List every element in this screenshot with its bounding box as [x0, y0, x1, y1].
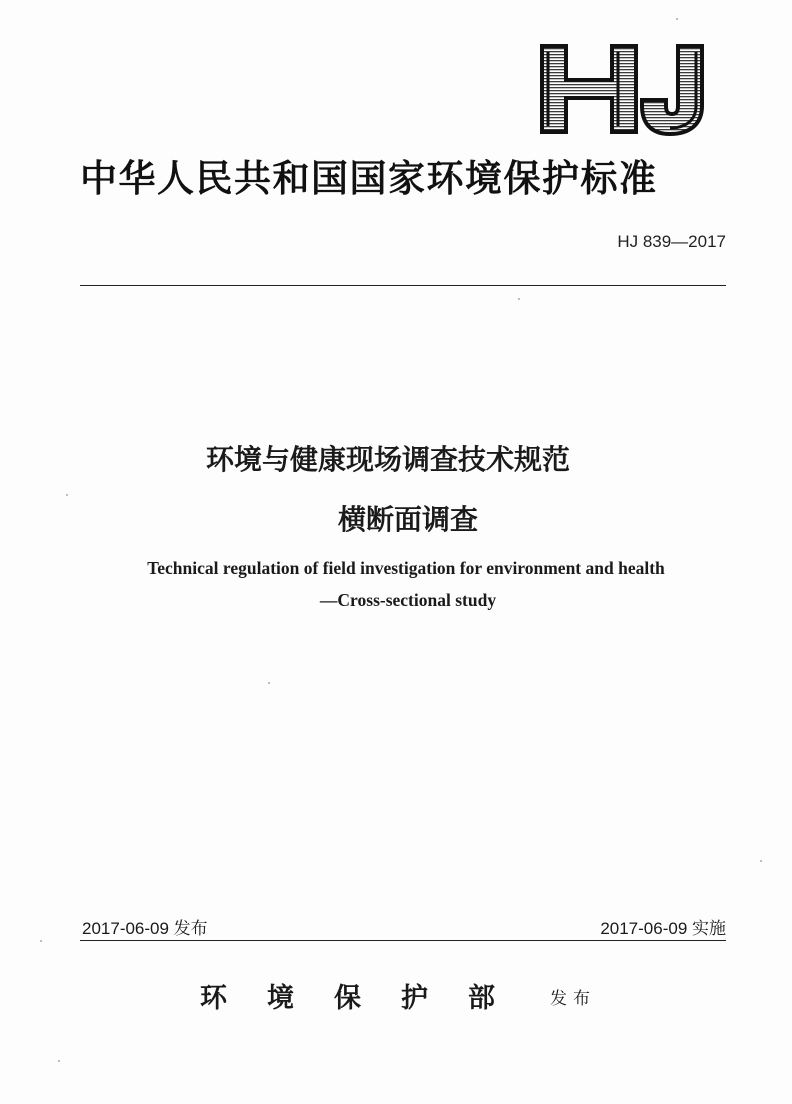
scan-speck [676, 18, 678, 20]
publisher-suffix: 发布 [550, 989, 596, 1009]
scan-speck [268, 682, 270, 684]
header-divider [80, 285, 726, 286]
scan-speck [40, 940, 42, 942]
scan-speck [58, 1060, 60, 1062]
standard-code: HJ 839—2017 [617, 232, 726, 251]
document-subtitle-english: —Cross-sectional study [319, 590, 497, 610]
logo-letter-j [642, 46, 702, 134]
implementation-date: 2017-06-09 实施 [600, 919, 726, 938]
document-title-chinese: 环境与健康现场调查技术规范 [205, 443, 570, 476]
scan-speck [66, 494, 68, 496]
issue-date: 2017-06-09 发布 [82, 919, 208, 938]
document-title-english: Technical regulation of field investigation for environment and health [147, 558, 665, 578]
scan-speck [760, 860, 762, 862]
publisher-name: 环境保护部 [200, 983, 535, 1014]
footer-divider [80, 940, 726, 941]
logo-letter-h [542, 46, 636, 132]
document-subtitle-chinese: 横断面调查 [337, 503, 478, 536]
standard-category-title: 中华人民共和国国家环境保护标准 [80, 156, 658, 200]
scan-speck [518, 298, 520, 300]
hj-standard-logo-icon [538, 42, 710, 136]
